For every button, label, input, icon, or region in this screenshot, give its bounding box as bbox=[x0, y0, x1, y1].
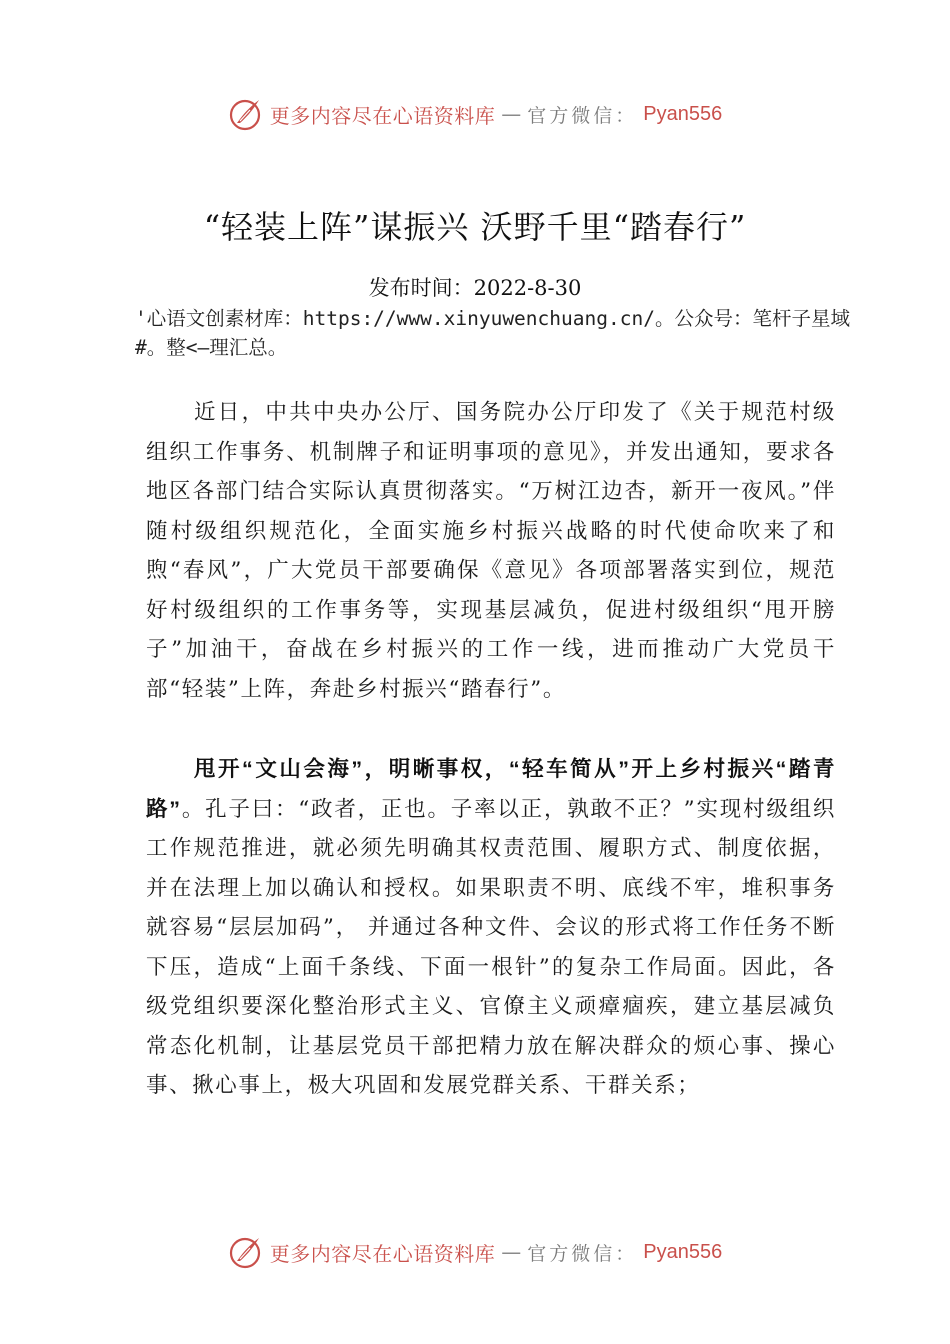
body-paragraph-2 bbox=[146, 750, 836, 1106]
watermark-dash: — bbox=[501, 1240, 522, 1264]
quill-seal-icon bbox=[228, 1234, 264, 1270]
watermark-dash: — bbox=[501, 102, 522, 126]
watermark-wechat-label: 官方微信： bbox=[527, 1242, 638, 1265]
watermark-site-text: 更多内容尽在心语资料库 bbox=[269, 1241, 496, 1266]
watermark-wechat-id: Pyan556 bbox=[643, 1240, 723, 1263]
watermark-banner-bottom bbox=[0, 1232, 950, 1272]
watermark-wechat-label: 官方微信： bbox=[527, 104, 638, 127]
article-title: “轻装上阵”谋振兴 沃野千里“踏春行” bbox=[203, 208, 747, 246]
watermark-site-text: 更多内容尽在心语资料库 bbox=[269, 103, 496, 128]
publish-date: 发布时间：2022-8-30 bbox=[368, 276, 582, 300]
watermark-wechat-id: Pyan556 bbox=[643, 102, 723, 125]
paragraph-2-body: 。孔子曰：“政者，正也。子率以正，孰敢不正？”实现村级组织工作规范推进，就必须先明确其权责范围、履职方式、制度依据，并在法理上加以确认和授权。如果职责不明、底线不牢，堆积事务就容易“层层加码”， 并通过各种文件、会议的形式将工作任务不断下压，造成“上面千条线、下面一根针”的复杂工作局面。因此，各级党组织要深化整治形式主义、官僚主义顽瘴痼疾，建立基层减负 常态化机制，让基层党员干部把精力放在解决群众的烦心事、操心事、揪心事上，极大巩固和发展党群关系、干群关系； bbox=[146, 796, 836, 1098]
source-line: '心语文创素材库：https://www.xinyuwenchuang.cn/。公众号：笔杆子星域#。整<—理汇总。 bbox=[135, 307, 850, 359]
body-paragraph-1: 近日，中共中央办公厅、国务院办公厅印发了《关于规范村级组织工作事务、机制牌子和证明事项的意见》，并发出通知，要求各地区各部门结合实际认真贯彻落实。“万树江边杏，新开一夜风。”伴随村级组织规范化，全面实施乡村振兴战略的时代使命吹来了和煦“春风”，广大党员干部要确保《意见》各项部署落实到位，规范好村级组织的工作事务等，实现基层减负，促进村级组织“甩开膀子”加油干，奋战在乡村振兴的工作一线，进而推动广大党员干部“轻装”上阵，奔赴乡村振兴“踏春行”。 bbox=[146, 400, 836, 702]
quill-seal-icon bbox=[228, 96, 264, 132]
paragraph-2-lead: 甩开“文山会海”，明晰事权，“轻车简从”开上乡村振兴“踏青路” bbox=[146, 757, 836, 821]
watermark-banner-top bbox=[0, 94, 950, 134]
